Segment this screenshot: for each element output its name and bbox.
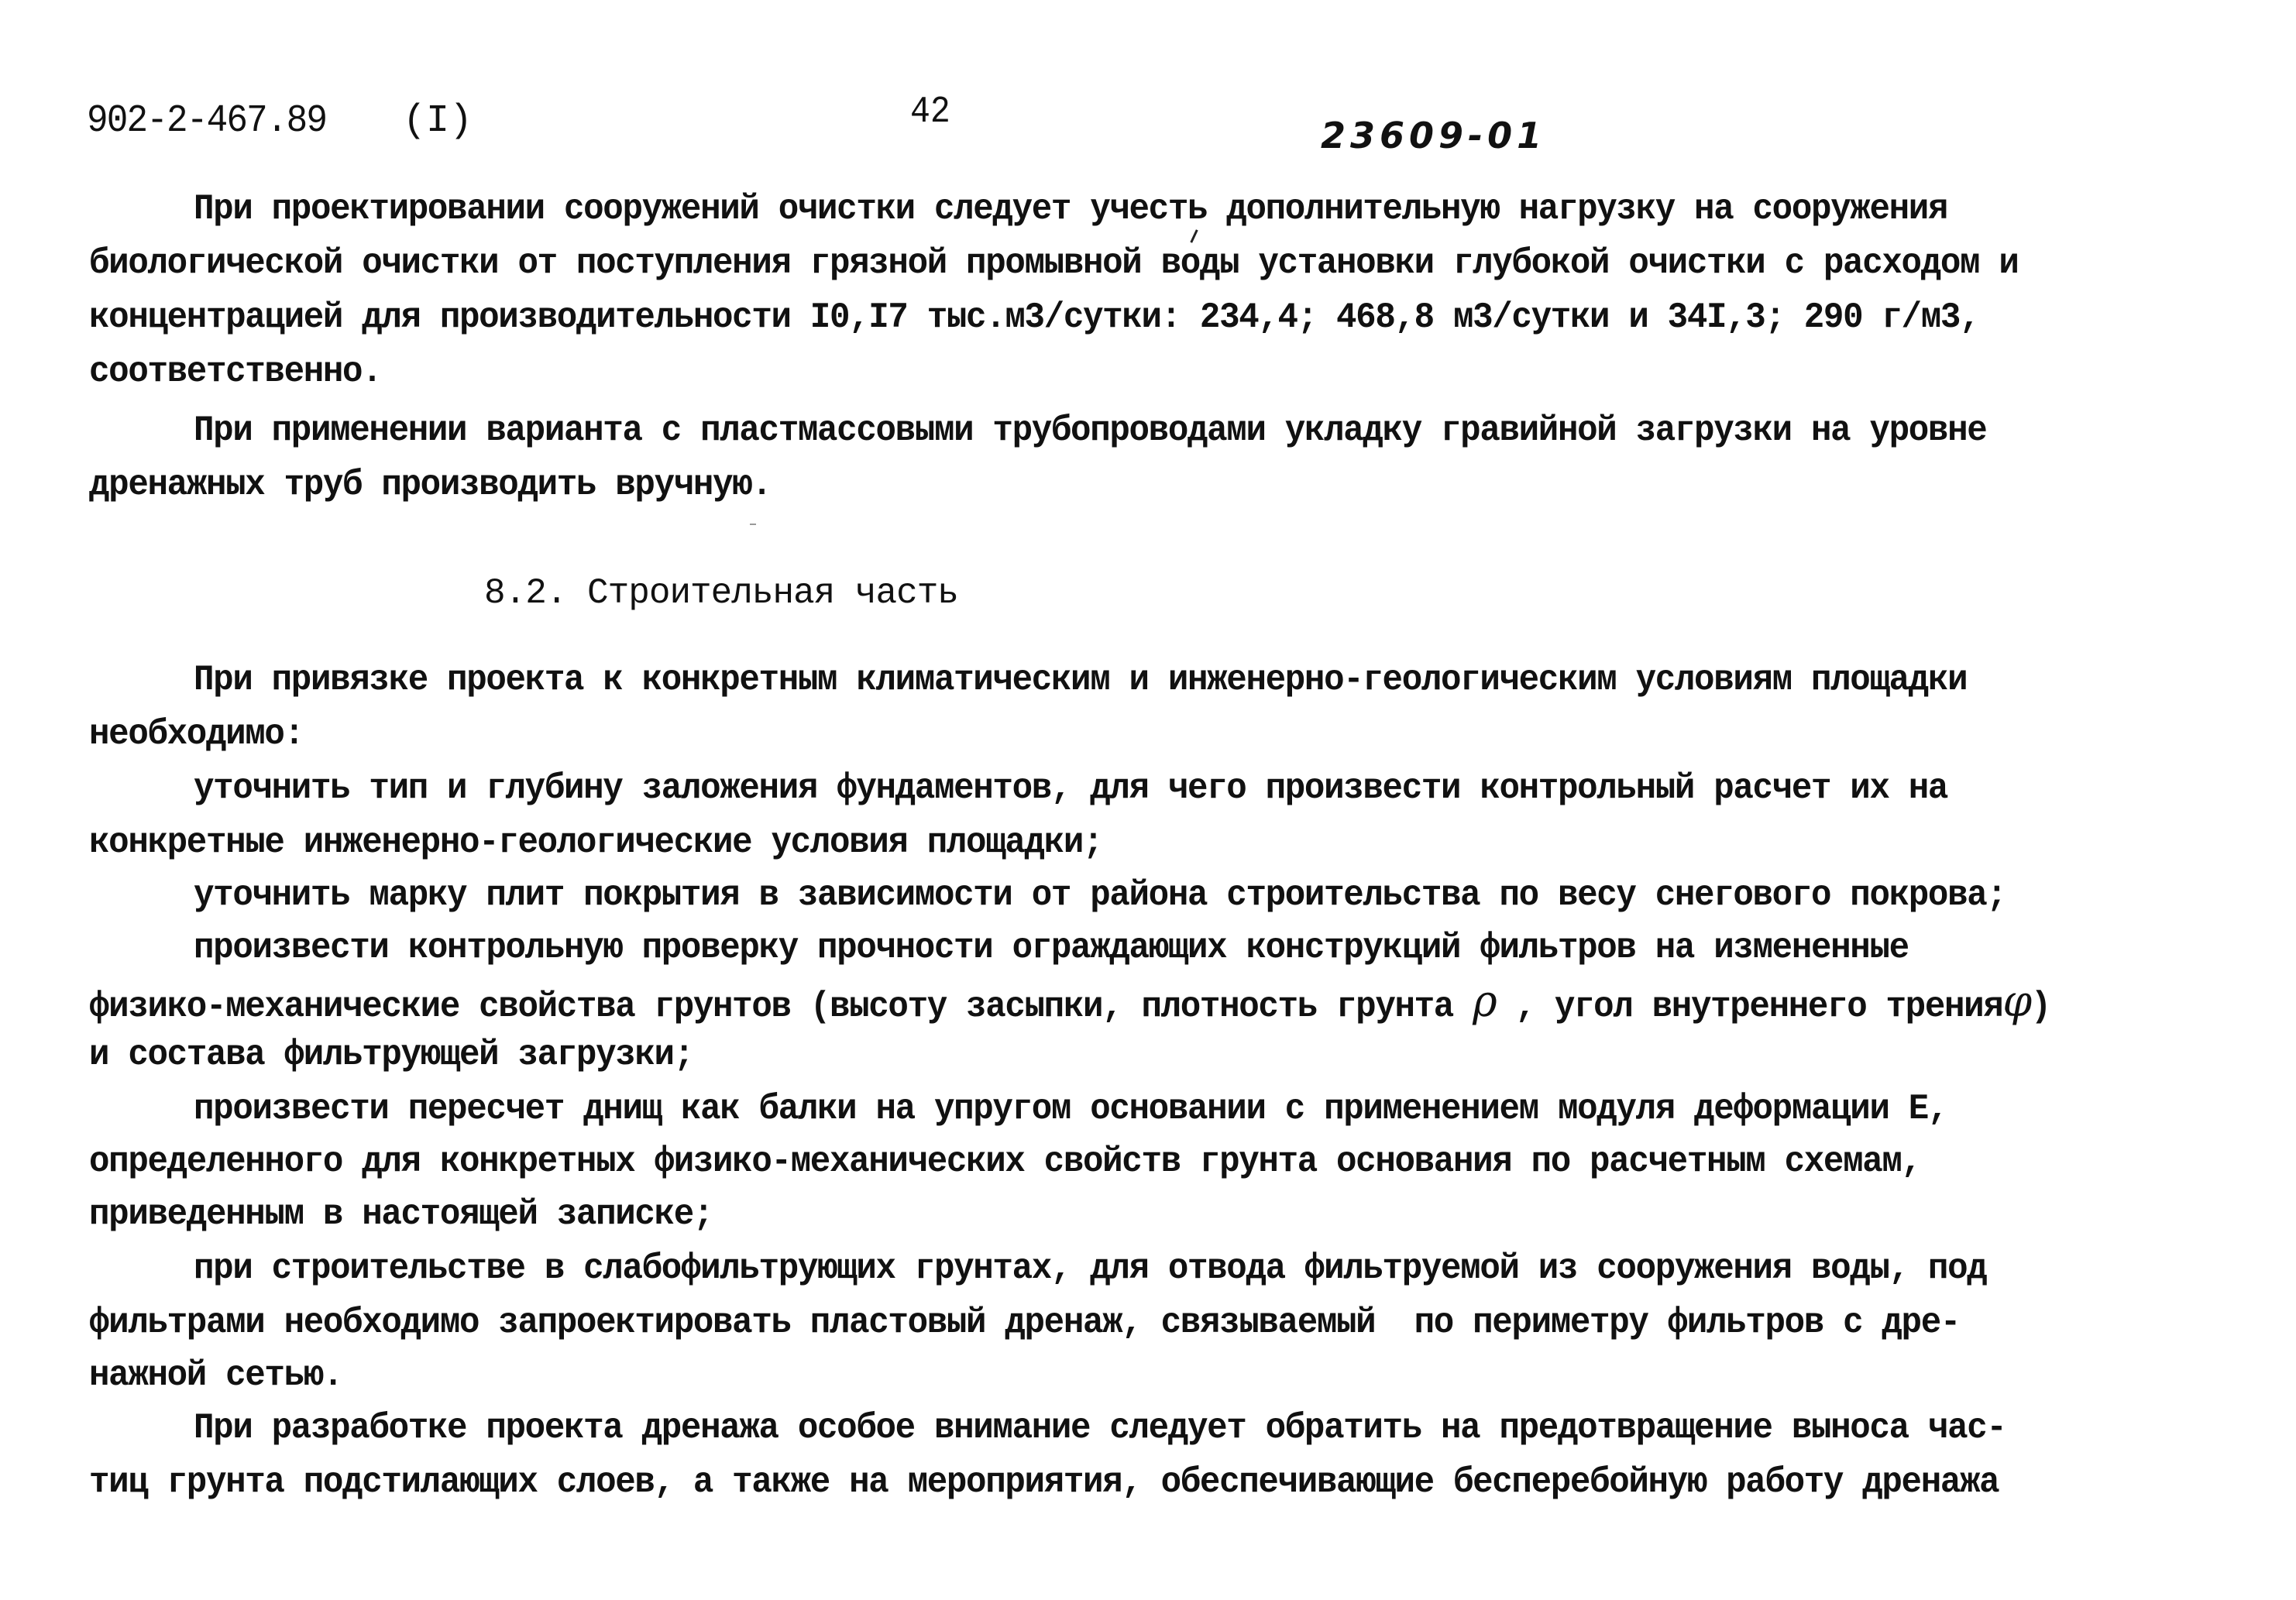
rho-symbol: ρ bbox=[1473, 977, 1497, 1027]
text-line: дренажных труб производить вручную. bbox=[89, 465, 772, 505]
section-heading: 8.2. Строительная часть bbox=[484, 573, 958, 613]
text-line: и состава фильтрующей загрузки; bbox=[89, 1035, 693, 1075]
text-line: произвести контрольную проверку прочности ограждающих конструкций фильтров на измененные bbox=[194, 928, 1909, 968]
text-line: При применении варианта с пластмассовыми трубопроводами укладку гравийной загрузки на уровне bbox=[194, 410, 1987, 451]
text-segment: ) bbox=[2030, 987, 2050, 1027]
text-line: фильтрами необходимо запроектировать пластовый дренаж, связываемый по периметру фильтров с дре- bbox=[89, 1303, 1961, 1343]
text-line: концентрацией для производительности I0,I7 тыс.м3/сутки: 234,4; 468,8 м3/сутки и 34I,3; 290 г/м3, bbox=[89, 297, 1980, 338]
handwritten-stamp: 23609-01 bbox=[1321, 115, 1547, 156]
phi-symbol: φ bbox=[2002, 977, 2031, 1027]
text-line: При разработке проекта дренажа особое внимание следует обратить на предотвращение выноса час- bbox=[194, 1408, 2006, 1448]
text-line: конкретные инженерно-геологические условия площадки; bbox=[89, 822, 1103, 863]
text-line: нажной сетью. bbox=[89, 1355, 343, 1396]
text-line: определенного для конкретных физико-механических свойств грунта основания по расчетным схемам, bbox=[89, 1142, 1921, 1182]
text-line: биологической очистки от поступления грязной промывной воды установки глубокой очистки с расходом и bbox=[89, 243, 2019, 283]
text-line: При привязке проекта к конкретным климатическим и инженерно-геологическим условиям площадки bbox=[194, 660, 1968, 700]
text-segment: физико-механические свойства грунтов (высоту засыпки, плотность грунта bbox=[89, 987, 1453, 1027]
text-line: соответственно. bbox=[89, 352, 382, 392]
document-part: (I) bbox=[403, 99, 473, 143]
text-line: уточнить марку плит покрытия в зависимости от района строительства по весу снегового покрова; bbox=[194, 875, 2006, 915]
text-line-with-symbols bbox=[89, 977, 2050, 1028]
text-line: приведенным в настоящей записке; bbox=[89, 1194, 713, 1234]
page-number: 42 bbox=[910, 91, 950, 133]
text-segment: , угол внутреннего трения bbox=[1496, 987, 2003, 1027]
text-line: уточнить тип и глубину заложения фундаментов, для чего произвести контрольный расчет их на bbox=[194, 768, 1948, 809]
text-line: произвести пересчет днищ как балки на упругом основании с применением модуля деформации E, bbox=[194, 1089, 1948, 1129]
document-code: 902-2-467.89 bbox=[87, 99, 327, 143]
text-line: тиц грунта подстилающих слоев, а также на мероприятия, обеспечивающие бесперебойную работу дренажа bbox=[89, 1462, 1999, 1502]
text-line: при строительстве в слабофильтрующих грунтах, для отвода фильтруемой из сооружения воды, под bbox=[194, 1248, 1987, 1289]
text-line: При проектировании сооружений очистки следует учесть дополнительную нагрузку на сооружения bbox=[194, 189, 1948, 229]
scan-dot-mark bbox=[750, 524, 756, 525]
text-line: необходимо: bbox=[89, 714, 304, 754]
